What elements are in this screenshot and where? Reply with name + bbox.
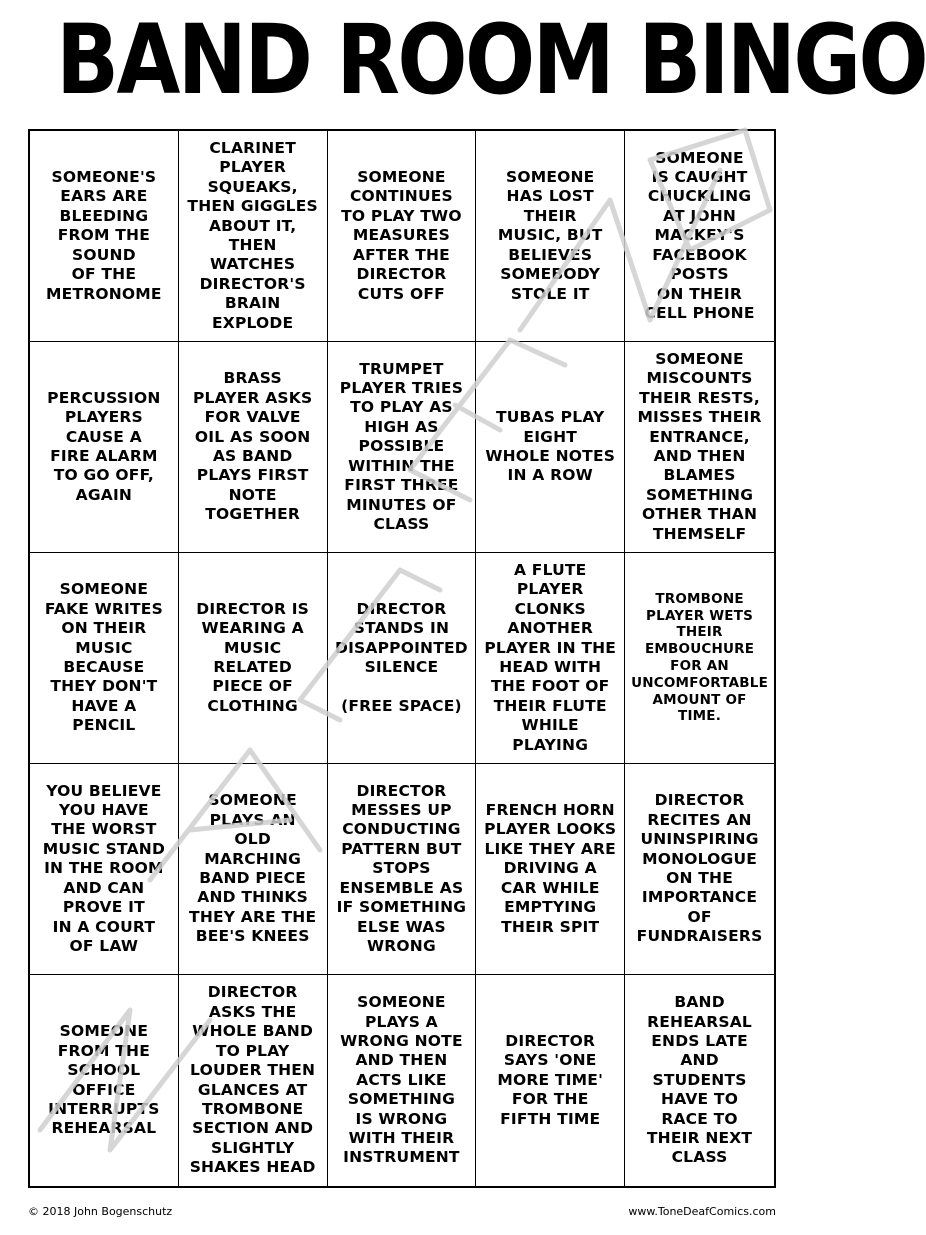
- bingo-grid: [28, 129, 776, 1188]
- bingo-cell: CLARINET PLAYER SQUEAKS, THEN GIGGLES ABOUT IT, THEN WATCHES DIRECTOR'S BRAIN EXPLODE: [179, 131, 328, 342]
- bingo-cell: DIRECTOR IS WEARING A MUSIC RELATED PIECE OF CLOTHING: [179, 553, 328, 764]
- bingo-cell: DIRECTOR RECITES AN UNINSPIRING MONOLOGUE ON THE IMPORTANCE OF FUNDRAISERS: [625, 764, 774, 975]
- bingo-cell: A FLUTE PLAYER CLONKS ANOTHER PLAYER IN THE HEAD WITH THE FOOT OF THEIR FLUTE WHILE PLAYING: [476, 553, 625, 764]
- bingo-cell: SOMEONE MISCOUNTS THEIR RESTS, MISSES THEIR ENTRANCE, AND THEN BLAMES SOMETHING OTHER THAN THEMSELF: [625, 342, 774, 553]
- bingo-cell: TRUMPET PLAYER TRIES TO PLAY AS HIGH AS POSSIBLE WITHIN THE FIRST THREE MINUTES OF CLASS: [328, 342, 477, 553]
- copyright-text: © 2018 John Bogenschutz: [28, 1205, 173, 1218]
- bingo-cell: DIRECTOR SAYS 'ONE MORE TIME' FOR THE FIFTH TIME: [476, 975, 625, 1186]
- bingo-cell: TROMBONE PLAYER WETS THEIR EMBOUCHURE FOR AN UNCOMFORTABLE AMOUNT OF TIME.: [625, 553, 774, 764]
- bingo-cell: BRASS PLAYER ASKS FOR VALVE OIL AS SOON AS BAND PLAYS FIRST NOTE TOGETHER: [179, 342, 328, 553]
- bingo-cell: DIRECTOR ASKS THE WHOLE BAND TO PLAY LOUDER THEN GLANCES AT TROMBONE SECTION AND SLIGHTLY SHAKES HEAD: [179, 975, 328, 1186]
- bingo-cell: SOMEONE FROM THE SCHOOL OFFICE INTERRUPTS REHEARSAL: [30, 975, 179, 1186]
- bingo-cell: DIRECTOR MESSES UP CONDUCTING PATTERN BUT STOPS ENSEMBLE AS IF SOMETHING ELSE WAS WRONG: [328, 764, 477, 975]
- bingo-cell: SOMEONE CONTINUES TO PLAY TWO MEASURES AFTER THE DIRECTOR CUTS OFF: [328, 131, 477, 342]
- bingo-cell: SOMEONE FAKE WRITES ON THEIR MUSIC BECAUSE THEY DON'T HAVE A PENCIL: [30, 553, 179, 764]
- bingo-cell: SOMEONE PLAYS A WRONG NOTE AND THEN ACTS LIKE SOMETHING IS WRONG WITH THEIR INSTRUMENT: [328, 975, 477, 1186]
- bingo-cell: SOMEONE PLAYS AN OLD MARCHING BAND PIECE AND THINKS THEY ARE THE BEE'S KNEES: [179, 764, 328, 975]
- bingo-cell: SOMEONE IS CAUGHT CHUCKLING AT JOHN MACKEY'S FACEBOOK POSTS ON THEIR CELL PHONE: [625, 131, 774, 342]
- bingo-cell: SOMEONE HAS LOST THEIR MUSIC, BUT BELIEVES SOMEBODY STOLE IT: [476, 131, 625, 342]
- bingo-cell: YOU BELIEVE YOU HAVE THE WORST MUSIC STAND IN THE ROOM AND CAN PROVE IT IN A COURT OF LAW: [30, 764, 179, 975]
- free-space-cell: DIRECTOR STANDS IN DISAPPOINTED SILENCE (FREE SPACE): [328, 553, 477, 764]
- bingo-cell: FRENCH HORN PLAYER LOOKS LIKE THEY ARE DRIVING A CAR WHILE EMPTYING THEIR SPIT: [476, 764, 625, 975]
- bingo-cell: TUBAS PLAY EIGHT WHOLE NOTES IN A ROW: [476, 342, 625, 553]
- website-link[interactable]: www.ToneDeafComics.com: [628, 1205, 776, 1218]
- page-title: BAND ROOM BINGO: [56, 4, 926, 116]
- bingo-cell: BAND REHEARSAL ENDS LATE AND STUDENTS HAVE TO RACE TO THEIR NEXT CLASS: [646, 993, 753, 1167]
- bingo-cell: SOMEONE'S EARS ARE BLEEDING FROM THE SOUND OF THE METRONOME: [30, 131, 179, 342]
- bingo-cell: PERCUSSION PLAYERS CAUSE A FIRE ALARM TO GO OFF, AGAIN: [30, 342, 179, 553]
